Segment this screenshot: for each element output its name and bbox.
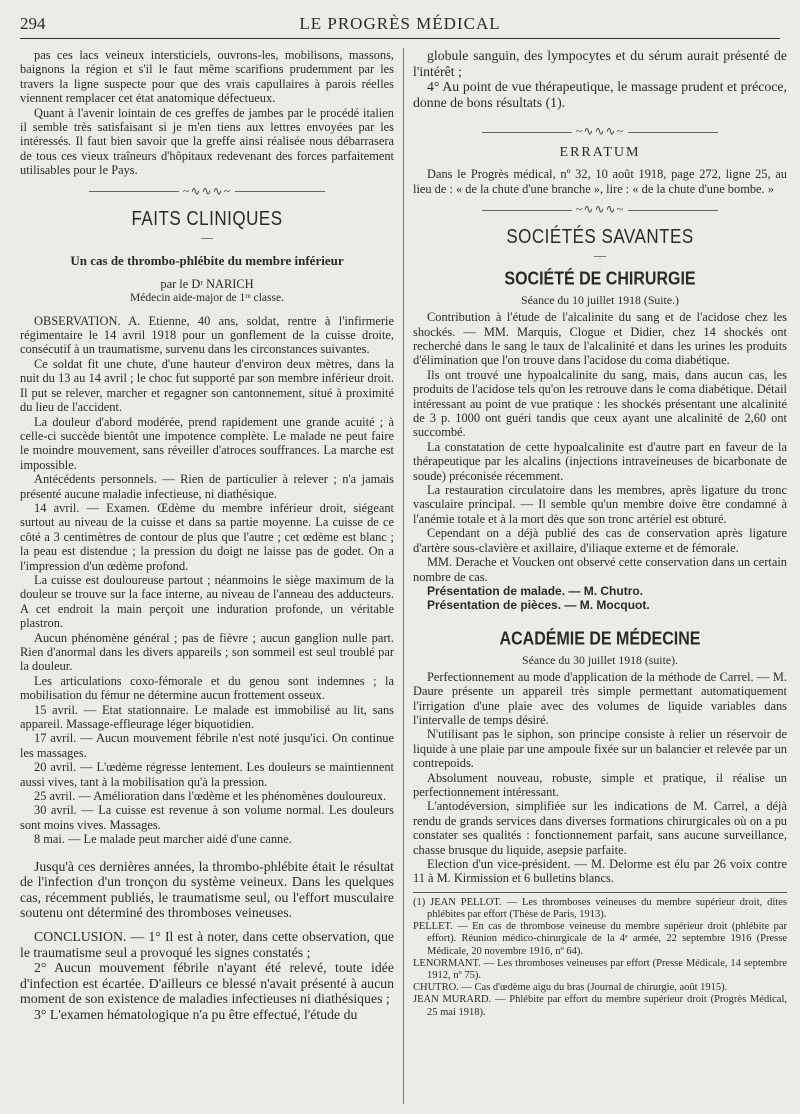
section-title: FAITS CLINIQUES <box>131 206 283 230</box>
observation-paragraph: OBSERVATION. A. Etienne, 40 ans, soldat, rentre à l'infirmerie régimentaire le 14 avril 1918 pour un gonflement de la cuisse droite, consécutif à un traumatisme, survenu dans les circonstances suivantes. <box>20 313 394 357</box>
erratum-text: Dans le Progrès médical, nº 32, 10 août 1918, page 272, ligne 25, au lieu de : « de la chute d'une branche », lire : « de la chute d'une bombe. » <box>413 167 787 196</box>
running-head <box>20 12 780 39</box>
observation-paragraph: Les articulations coxo-fémorale et du genou sont indemnes ; la mobilisation du fémur ne détermine aucun frottement osseux. <box>20 673 394 703</box>
column-divider <box>403 48 404 1104</box>
footnote: PELLET. — En cas de thrombose veineuse du membre supérieur droit (phlébite par effort). Réunion médico-chirurgicale de la 4ᵉ armée, 22 septembre 1916 (Presse Médicale, 20 novembre 1916, nº 64). <box>413 921 787 957</box>
ornament-glyph: ~∿∿∿~ <box>575 124 625 139</box>
erratum-title: ERRATUM <box>559 145 641 161</box>
ornament-divider <box>413 124 787 139</box>
observation-paragraph: 14 avril. — Examen. Œdème du membre inférieur droit, siégeant surtout au niveau de la cuisse et dans sa partie moyenne. La cuisse de ce côté a 3 centimètres de contour de plus que l'autre ; cet œdème est blanc ; la peau est distendue ; la pression du doigt ne laisse pas de godet. On a l'impression d'un œdème profond. <box>20 500 394 573</box>
society-paragraph: Ils ont trouvé une hypoalcalinite du sang, mais, dans aucun cas, les produits de l'acidose tels qu'on les retrouve dans le coma diabétique. Détail intéressant au point de vue pratique : les shockés présentant une alcalinité de 3 p. 1000 ont guéri tandis que ceux ayant une alcalinité de 2,60 ont succombé. <box>413 367 787 440</box>
society-paragraph: Perfectionnement au mode d'application de la méthode de Carrel. — M. Daure présente un appareil très simple permettant automatiquement l'irrigation d'une plaie avec des volumes de liquide variables dans l'intervalle de temps désiré. <box>413 669 787 727</box>
conclusion-paragraph: 2° Aucun mouvement fébrile n'ayant été relevé, toute idée d'infection est écartée. D'ailleurs ce blessé n'avait présenté à aucun moment de son existence de maladies infectieuses ni diathésiques ; <box>20 960 394 1007</box>
society-paragraph: Contribution à l'étude de l'alcalinite du sang et de l'acidose chez les shockés. — MM. Marquis, Clogue et Didier, chez 14 shockés ont recherché dans le sang le taux de l'alcalinité et dans les urines les produits d'élimination que l'on trouve dans l'acidose du coma diabétique. <box>413 310 787 368</box>
society-paragraph: Présentation de pièces. — M. Mocquot. <box>427 598 650 613</box>
society-paragraph: La restauration circulatoire dans les membres, après ligature du tronc vasculaire principal. — Il semble qu'un membre doive être condamné à l'anémie totale et à la mort dès que son tronc artériel est obturé. <box>413 483 787 526</box>
journal-title: LE PROGRÈS MÉDICAL <box>299 14 501 33</box>
section-dash: — <box>594 248 606 263</box>
society-paragraph: Election d'un vice-président. — M. Delorme est élu par 26 voix contre 11 à M. Kirmission et 6 bulletins blancs. <box>413 857 787 886</box>
society-paragraph: MM. Derache et Voucken ont observé cette conservation dans un certain nombre de cas. <box>413 555 787 584</box>
society-paragraph: Cependant on a déjà publié des cas de conservation après ligature d'artère sous-clavière et axillaire, d'iliaque externe et de fémorale. <box>413 526 787 555</box>
observation-paragraph: Aucun phénomène général ; pas de fièvre ; aucun ganglion nulle part. Rien d'anormal dans les divers appareils ; son sommeil est seul troublé par la douleur. <box>20 630 394 674</box>
paragraph: pas ces lacs veineux intersticiels, ouvrons-les, mobilisons, massons, baignons la région et s'il le faut même scarifions prudemment par les travers la ligne suspecte pour que des vrais capullaires à parois réelles viennent remplacer cet état anatomique défectueux. <box>20 48 394 106</box>
footnote: (1) JEAN PELLOT. — Les thromboses veineuses du membre supérieur droit, dites phlébites par effort (Thèse de Paris, 1913). <box>413 896 787 921</box>
society-title: ACADÉMIE DE MÉDECINE <box>499 629 701 649</box>
footnote: LENORMANT. — Les thromboses veineuses par effort (Presse Médicale, 14 septembre 1912, nº 75). <box>413 957 787 982</box>
paragraph: 4° Au point de vue thérapeutique, le massage prudent et précoce, donne de bons résultats (1). <box>413 79 787 110</box>
ornament-glyph: ~∿∿∿~ <box>575 202 625 217</box>
footnote-rule <box>413 892 787 893</box>
observation-paragraph: 20 avril. — L'œdème régresse lentement. Les douleurs se maintiennent aussi vives, tant à la mobilisation qu'à la pression. <box>20 760 394 789</box>
society-paragraph: Absolument nouveau, robuste, simple et pratique, il réalise un perfectionnement intéressant. <box>413 770 787 799</box>
article-title: Un cas de thrombo-phlébite du membre inférieur <box>70 252 344 268</box>
society-paragraph: Présentation de malade. — M. Chutro. <box>427 583 644 598</box>
conclusion-paragraph: 3° L'examen hématologique n'a pu être effectué, l'étude du <box>34 1007 358 1023</box>
session-date: Séance du 30 juillet 1918 (suite). <box>522 652 678 667</box>
session-date: Séance du 10 juillet 1918 (Suite.) <box>521 293 679 308</box>
page-number: 294 <box>20 14 46 33</box>
right-column <box>413 48 787 1104</box>
observation-paragraph: La douleur d'abord modérée, prend rapidement une grande acuité ; à celle-ci succède bientôt une impotence complète. Le malade ne peut faire le moindre mouvement, sans réveiller d'atroces souffrances. La marche est impossible. <box>20 414 394 472</box>
observation-paragraph: La cuisse est douloureuse partout ; néanmoins le siège maximum de la douleur se trouve sur la face interne, au niveau de l'anneau des adducteurs. A cet endroit la main perçoit une induration profonde, un véritable plastron. <box>20 572 394 631</box>
footnote: JEAN MURARD. — Phlébite par effort du membre supérieur droit (Progrès Médical, 25 mai 1918). <box>413 994 787 1018</box>
observation-paragraph: 8 mai. — Le malade peut marcher aidé d'une canne. <box>34 832 292 847</box>
footnotes <box>413 897 787 1019</box>
ornament-divider <box>413 202 787 217</box>
observation-paragraph: 15 avril. — Etat stationnaire. Le malade est immobilisé au lit, sans appareil. Massage-effleurage léger biquotidien. <box>20 702 394 732</box>
left-column <box>20 48 394 1104</box>
conclusion-paragraph: CONCLUSION. — 1° Il est à noter, dans cette observation, que le traumatisme seul a provoqué les signes constatés ; <box>20 929 394 960</box>
society-paragraph: N'utilisant pas le siphon, son principe consiste à relier un réservoir de liquide à une plaie par une ampoule fixée sur un balancier et relevée par un contrepoids. <box>413 727 787 771</box>
section-title: SOCIÉTÉS SAVANTES <box>506 225 694 248</box>
observation-paragraph: Antécédents personnels. — Rien de particulier à relever ; n'a jamais présenté aucune maladie infectieuse, ni diathésique. <box>20 472 394 501</box>
author-rank: Médecin aide-major de 1ʳᵉ classe. <box>130 291 284 304</box>
ornament-divider <box>20 184 394 199</box>
paragraph: globule sanguin, des lympocytes et du sérum aurait présenté de l'intérêt ; <box>413 48 787 79</box>
society-title: SOCIÉTÉ DE CHIRURGIE <box>504 269 696 290</box>
observation-paragraph: 30 avril. — La cuisse est revenue à son volume normal. Les douleurs sont moins vives. Massages. <box>20 803 394 832</box>
discussion-paragraph: Jusqu'à ces dernières années, la thrombo-phlébite était le résultat de l'infection d'un tronçon du système veineux. Dans les quelques cas, récemment publiés, le traumatisme seul, ou l'effort musculaire soutenu ont déterminé des thromboses veineuses. <box>20 858 394 921</box>
paragraph: Quant à l'avenir lointain de ces greffes de jambes par le procédé italien il semble très satisfaisant si je m'en tiens aux lettres envoyées par les intéressés. Il faut bien savoir que la greffe ainsi réalisée nous débarrasera de tous ces vieux traîneurs d'hôpitaux redevenant des forces parfaitement utilisables pour le Pays. <box>20 105 394 178</box>
society-paragraph: L'antodéversion, simplifiée sur les indications de M. Carrel, a déjà rendu de grands services dans diverses formations chirurgicales où on a pu constater ses qualités : fonctionnement parfait, sans aucune surveillance, chasse brusque du liquide, asepsie parfaite. <box>413 799 787 857</box>
society-paragraph: La constatation de cette hypoalcalinite est d'autre part en faveur de la thérapeutique par les alcalins (injections intraveineuses de bicarbonate de soude) préconisée récemment. <box>413 439 787 483</box>
observation-paragraph: Ce soldat fit une chute, d'une hauteur d'environ deux mètres, dans la nuit du 13 au 14 avril ; le choc fut supporté par son membre inférieur droit. Il put se relever, marcher et regagner son cantonnement, situé à proximité du lieu de l'accident. <box>20 356 394 415</box>
observation-paragraph: 25 avril. — Amélioration dans l'œdème et les phénomènes douloureux. <box>34 789 387 804</box>
section-dash: — <box>201 229 213 244</box>
author-byline: par le Dʳ NARICH <box>160 276 254 291</box>
footnote: CHUTRO. — Cas d'œdème aigu du bras (Journal de chirurgie, août 1915). <box>413 982 728 994</box>
observation-paragraph: 17 avril. — Aucun mouvement fébrile n'est noté jusqu'ici. On continue les massages. <box>20 731 394 760</box>
ornament-glyph: ~∿∿∿~ <box>182 183 232 198</box>
